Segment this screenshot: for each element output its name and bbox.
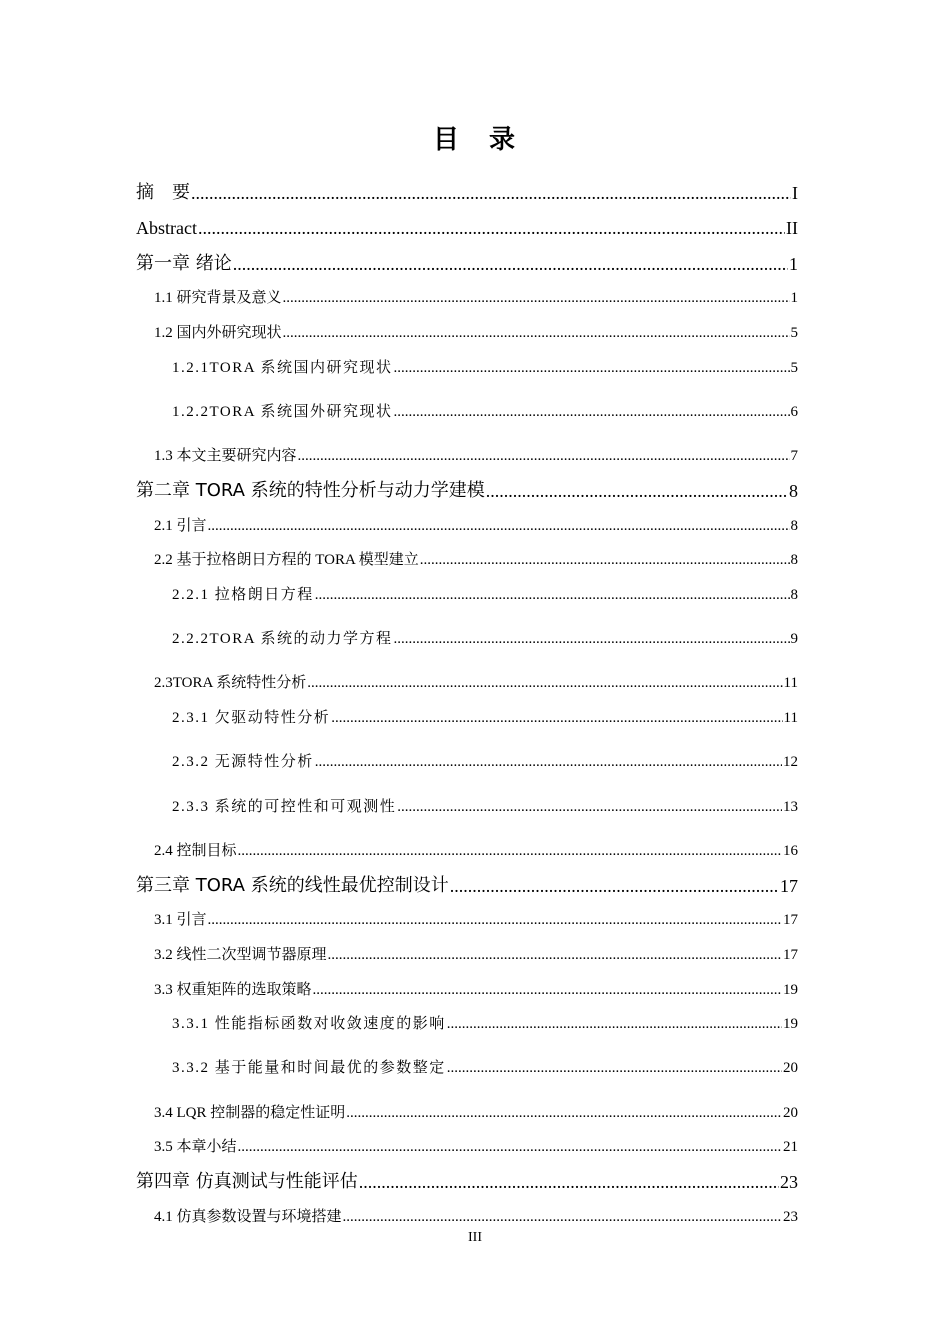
toc-dot-leader	[420, 549, 790, 571]
toc-entry-abstract-cn[interactable]	[136, 178, 798, 204]
toc-entry-page: 1	[789, 254, 798, 274]
toc-entry-3-2[interactable]	[154, 940, 798, 966]
toc-entry-chapter-3[interactable]	[136, 871, 798, 897]
toc-entry-3-4[interactable]	[154, 1098, 798, 1124]
toc-entry-page: 12	[783, 754, 798, 770]
toc-entry-label: 3.3.1 性能指标函数对收敛速度的影响	[172, 1016, 446, 1032]
toc-entry-page: 6	[790, 404, 798, 420]
toc-entry-label: 4.1 仿真参数设置与环境搭建	[154, 1209, 342, 1225]
toc-entry-page: 23	[780, 1172, 798, 1192]
toc-entry-label: 1.2.2TORA 系统国外研究现状	[172, 404, 393, 420]
toc-entry-label: 2.2.1 拉格朗日方程	[172, 587, 314, 603]
toc-entry-page: 20	[783, 1060, 798, 1076]
toc-entry-page: 9	[790, 631, 798, 647]
toc-entry-page: 17	[783, 912, 798, 928]
toc-entry-page: 17	[780, 876, 798, 896]
toc-dot-leader	[331, 707, 782, 729]
toc-entry-page: 13	[783, 799, 798, 815]
toc-entry-page: 7	[790, 448, 798, 464]
toc-entry-label: 3.1 引言	[154, 912, 207, 928]
toc-entry-label: 2.4 控制目标	[154, 843, 237, 859]
toc-entry-label: 2.2 基于拉格朗日方程的 TORA 模型建立	[154, 552, 419, 568]
toc-entry-page: 8	[789, 481, 798, 501]
toc-entry-1-1[interactable]	[154, 283, 798, 309]
toc-entry-2-2[interactable]	[154, 545, 798, 571]
toc-entry-page: II	[786, 218, 798, 238]
toc-entry-abstract-en[interactable]	[136, 213, 798, 239]
toc-entry-page: 21	[783, 1139, 798, 1155]
toc-dot-leader	[328, 944, 782, 966]
toc-entry-page: 5	[790, 325, 798, 341]
toc-dot-leader	[447, 1013, 782, 1035]
toc-dot-leader	[486, 480, 788, 502]
toc-entry-3-3[interactable]	[154, 975, 798, 1001]
toc-entry-page: 19	[783, 1016, 798, 1032]
toc-entry-label: 第一章 绪论	[136, 253, 232, 274]
toc-entry-label: 3.3.2 基于能量和时间最优的参数整定	[172, 1060, 446, 1076]
toc-entry-chapter-1[interactable]	[136, 249, 798, 275]
toc-entry-page: 19	[783, 982, 798, 998]
toc-entry-page: 5	[790, 360, 798, 376]
toc-dot-leader	[208, 909, 782, 931]
toc-dot-leader	[450, 875, 779, 897]
toc-entry-label: 第二章 TORA 系统的特性分析与动力学建模	[136, 480, 485, 501]
toc-entry-page: 11	[783, 675, 798, 691]
toc-entry-page: 20	[783, 1105, 798, 1121]
toc-entry-label: Abstract	[136, 218, 197, 238]
toc-dot-leader	[343, 1206, 782, 1228]
toc-dot-leader	[447, 1057, 782, 1079]
toc-entry-2-1[interactable]	[154, 511, 798, 537]
toc-entry-2-2-1[interactable]	[172, 580, 798, 606]
toc-entry-2-2-2[interactable]	[172, 624, 798, 650]
toc-entry-page: 1	[790, 290, 798, 306]
toc-entry-page: 16	[783, 843, 798, 859]
toc-dot-leader	[346, 1102, 782, 1124]
toc-entry-4-1[interactable]	[154, 1202, 798, 1228]
toc-entry-label: 3.3 权重矩阵的选取策略	[154, 982, 312, 998]
toc-entry-label: 1.2 国内外研究现状	[154, 325, 282, 341]
toc-entry-label: 2.1 引言	[154, 518, 207, 534]
toc-dot-leader	[315, 751, 782, 773]
toc-dot-leader	[394, 401, 790, 423]
toc-entry-label: 2.2.2TORA 系统的动力学方程	[172, 631, 393, 647]
toc-entry-1-2[interactable]	[154, 318, 798, 344]
toc-dot-leader	[298, 445, 790, 467]
toc-entry-page: 8	[790, 552, 798, 568]
toc-dot-leader	[233, 253, 788, 275]
toc-entry-page: 23	[783, 1209, 798, 1225]
toc-entry-2-3-1[interactable]	[172, 703, 798, 729]
toc-dot-leader	[191, 182, 791, 204]
toc-entry-label: 摘 要	[136, 182, 190, 203]
toc-dot-leader	[238, 840, 782, 862]
toc-dot-leader	[283, 287, 790, 309]
toc-entry-2-3-3[interactable]	[172, 792, 798, 818]
toc-dot-leader	[198, 217, 785, 239]
toc-entry-label: 2.3TORA 系统特性分析	[154, 675, 307, 691]
toc-entry-3-3-1[interactable]	[172, 1009, 798, 1035]
toc-entry-page: 11	[783, 710, 798, 726]
toc-entry-label: 2.3.1 欠驱动特性分析	[172, 710, 331, 726]
page-title: 目 录	[432, 125, 517, 155]
toc-entry-label: 1.2.1TORA 系统国内研究现状	[172, 360, 393, 376]
toc-entry-3-1[interactable]	[154, 905, 798, 931]
toc-dot-leader	[208, 515, 790, 537]
toc-entry-2-3[interactable]	[154, 668, 798, 694]
toc-dot-leader	[315, 584, 790, 606]
toc-entry-label: 3.4 LQR 控制器的稳定性证明	[154, 1105, 346, 1121]
toc-entry-label: 第四章 仿真测试与性能评估	[136, 1171, 358, 1192]
toc-dot-leader	[359, 1171, 779, 1193]
toc-entry-label: 3.2 线性二次型调节器原理	[154, 947, 327, 963]
toc-dot-leader	[394, 628, 790, 650]
toc-entry-1-2-1[interactable]	[172, 353, 798, 379]
toc-entry-page: I	[792, 183, 798, 203]
toc-entry-label: 第三章 TORA 系统的线性最优控制设计	[136, 875, 449, 896]
toc-entry-2-3-2[interactable]	[172, 747, 798, 773]
toc-entry-page: 8	[790, 518, 798, 534]
page-number: III	[468, 1230, 482, 1245]
toc-entry-1-2-2[interactable]	[172, 397, 798, 423]
toc-dot-leader	[283, 322, 790, 344]
toc-entry-3-3-2[interactable]	[172, 1053, 798, 1079]
toc-entry-label: 3.5 本章小结	[154, 1139, 237, 1155]
toc-dot-leader	[313, 979, 782, 1001]
toc-entry-1-3[interactable]	[154, 441, 798, 467]
toc-entry-2-4[interactable]	[154, 836, 798, 862]
toc-dot-leader	[238, 1136, 782, 1158]
toc-entry-label: 1.3 本文主要研究内容	[154, 448, 297, 464]
toc-entry-label: 1.1 研究背景及意义	[154, 290, 282, 306]
toc-entry-chapter-4[interactable]	[136, 1167, 798, 1193]
toc-dot-leader	[307, 672, 782, 694]
toc-entry-label: 2.3.3 系统的可控性和可观测性	[172, 799, 397, 815]
toc-entry-page: 8	[790, 587, 798, 603]
toc-dot-leader	[397, 796, 782, 818]
toc-entry-page: 17	[783, 947, 798, 963]
toc-entry-chapter-2[interactable]	[136, 476, 798, 502]
toc-entry-3-5[interactable]	[154, 1132, 798, 1158]
toc-entry-label: 2.3.2 无源特性分析	[172, 754, 314, 770]
toc-dot-leader	[394, 357, 790, 379]
